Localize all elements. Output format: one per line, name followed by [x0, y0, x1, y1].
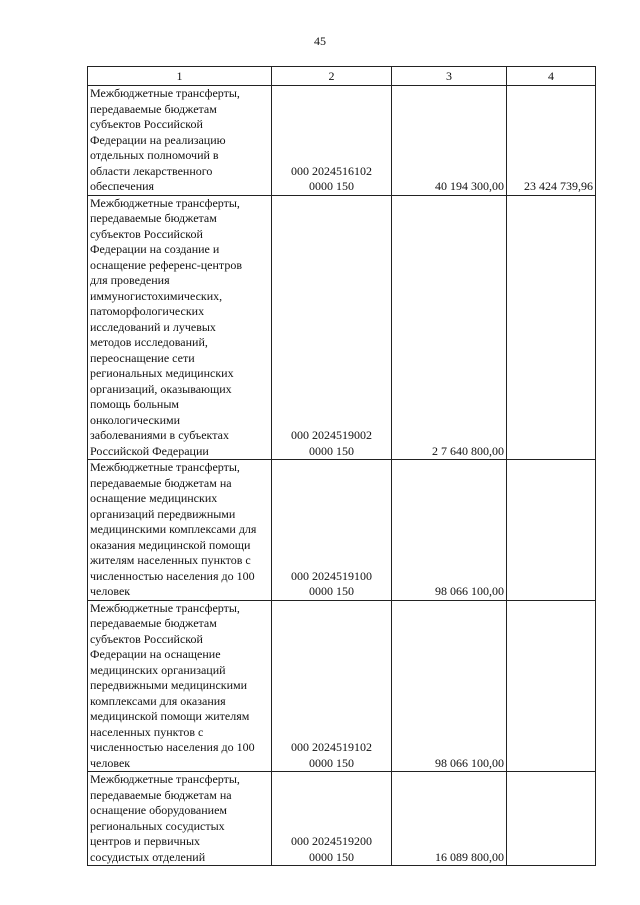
row-description: Межбюджетные трансферты, передаваемые бюджетам субъектов Российской Федерации на оснащение медицинских организаций передвижными медицинскими комплексами для оказания медицинской помощи жителям населенных пунктов с численностью населения до 100 человек [90, 600, 255, 770]
table-row [88, 600, 596, 772]
row-executed [507, 772, 596, 866]
table-row [88, 195, 596, 460]
row-description-cell [88, 600, 272, 772]
row-description: Межбюджетные трансферты, передаваемые бюджетам на оснащение оборудованием региональных сосудистых центров и первичных сосудистых отделений [90, 772, 240, 864]
page-number: 45 [314, 34, 326, 48]
row-code: 000 2024519100 0000 150 [272, 460, 392, 601]
row-code: 000 2024519102 0000 150 [272, 600, 392, 772]
row-executed [507, 600, 596, 772]
row-code: 000 2024519002 0000 150 [272, 195, 392, 460]
row-description: Межбюджетные трансферты, передаваемые бюджетам субъектов Российской Федерации на реализацию отдельных полномочий в области лекарственного обеспечения [90, 86, 240, 193]
row-description-cell [88, 460, 272, 601]
row-code: 000 2024519200 0000 150 [272, 772, 392, 866]
row-description: Межбюджетные трансферты, передаваемые бюджетам на оснащение медицинских организаций передвижными медицинскими комплексами для оказания медицинской помощи жителям населенных пунктов с численностью населения до 100 человек [90, 460, 257, 598]
row-description-cell [88, 195, 272, 460]
row-executed [507, 460, 596, 601]
table-row [88, 86, 596, 196]
column-header-4: 4 [507, 67, 596, 86]
table-header-row [88, 67, 596, 86]
row-amount: 2 7 640 800,00 [392, 195, 507, 460]
row-amount: 16 089 800,00 [392, 772, 507, 866]
table-row [88, 460, 596, 601]
table-row [88, 772, 596, 866]
row-code: 000 2024516102 0000 150 [272, 86, 392, 196]
row-executed [507, 195, 596, 460]
column-header-2: 2 [272, 67, 392, 86]
column-header-3: 3 [392, 67, 507, 86]
column-header-1: 1 [88, 67, 272, 86]
row-description-cell [88, 772, 272, 866]
row-amount: 98 066 100,00 [392, 600, 507, 772]
row-amount: 40 194 300,00 [392, 86, 507, 196]
row-amount: 98 066 100,00 [392, 460, 507, 601]
row-executed: 23 424 739,96 [507, 86, 596, 196]
row-description: Межбюджетные трансферты, передаваемые бюджетам субъектов Российской Федерации на создание и оснащение референс-центров для проведения иммуногистохимических, патоморфологических исследований и лучевых методов исследований, переоснащение сети региональных медицинских организаций, оказывающих помощь больным онкологическими заболеваниями в субъектах Российской Федерации [90, 195, 242, 458]
row-description-cell [88, 86, 272, 196]
budget-table [87, 66, 596, 866]
